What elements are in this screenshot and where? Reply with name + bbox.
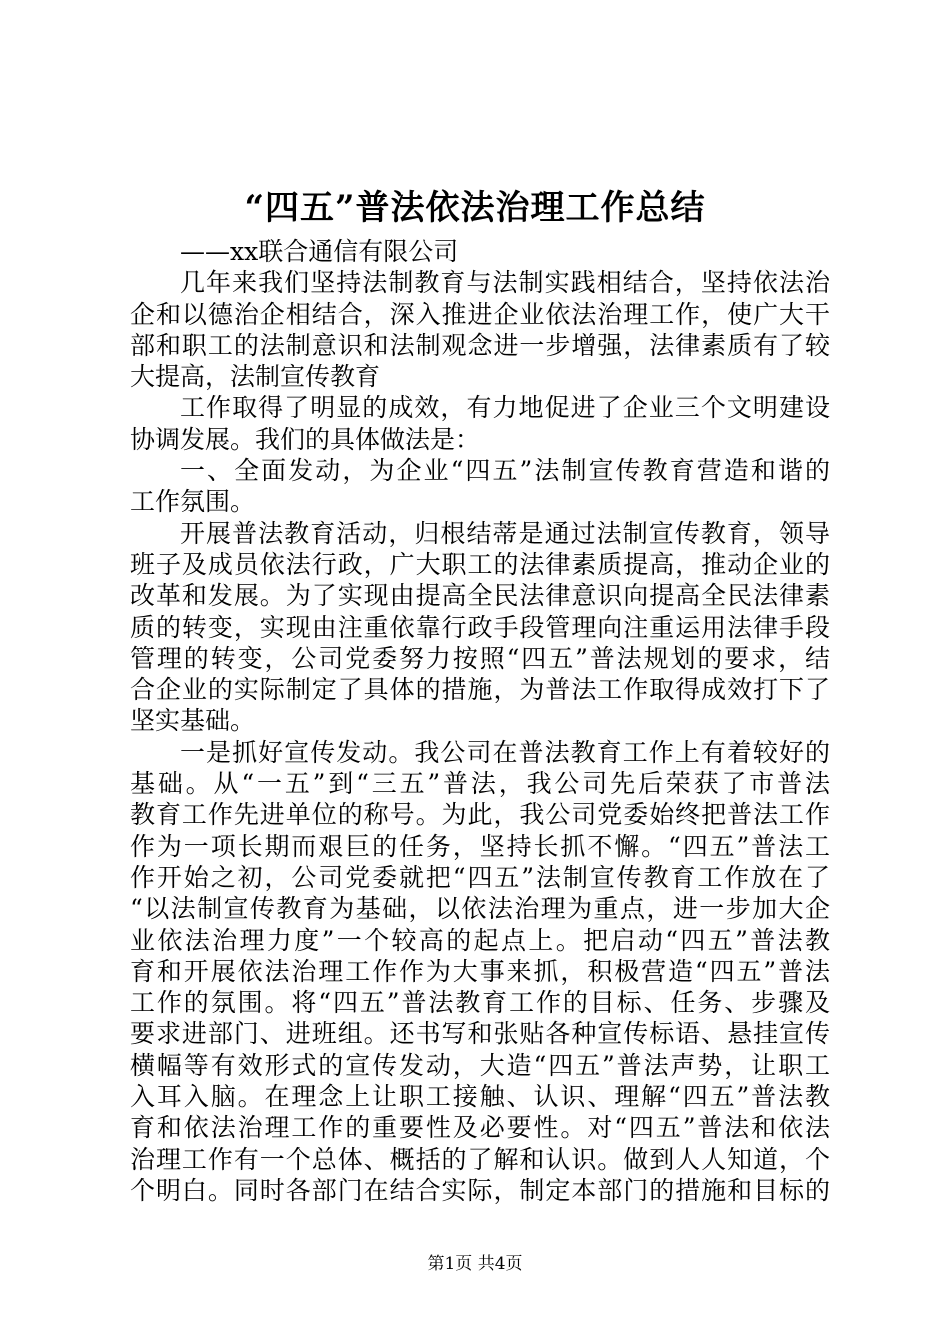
text-line: 大提高，法制宣传教育 [130, 362, 381, 392]
document-subtitle: ——xx联合通信有限公司 [180, 237, 459, 266]
text-line: 班子及成员依法行政，广大职工的法律素质提高，推动企业的 [130, 549, 830, 579]
text-line: 横幅等有效形式的宣传发动，大造“四五”普法声势，让职工 [130, 1050, 830, 1080]
text-line: 工作的氛围。将“四五”普法教育工作的目标、任务、步骤及 [130, 988, 830, 1018]
text-line: 业依法治理力度”一个较高的起点上。把启动“四五”普法教 [130, 925, 830, 955]
text-line: 作为一项长期而艰巨的任务，坚持长抓不懈。“四五”普法工 [130, 831, 830, 861]
text-line: 工作氛围。 [130, 487, 256, 517]
paragraph-lines [130, 267, 830, 1206]
text-line: 个明白。同时各部门在结合实际，制定本部门的措施和目标的 [130, 1175, 830, 1205]
text-line: 入耳入脑。在理念上让职工接触、认识、理解“四五”普法教 [130, 1082, 830, 1112]
text-line: 质的转变，实现由注重依靠行政手段管理向注重运用法律手段 [130, 612, 830, 642]
text-line: 几年来我们坚持法制教育与法制实践相结合，坚持依法治 [180, 268, 830, 298]
text-line: 基础。从“一五”到“三五”普法，我公司先后荣获了市普法 [130, 769, 830, 799]
text-line: 教育工作先进单位的称号。为此，我公司党委始终把普法工作 [130, 800, 830, 830]
document-title: “四五”普法依法治理工作总结 [244, 188, 706, 228]
text-line: 开展普法教育活动，归根结蒂是通过法制宣传教育，领导 [180, 518, 830, 548]
text-line: 协调发展。我们的具体做法是： [130, 424, 481, 454]
text-line: 作开始之初，公司党委就把“四五”法制宣传教育工作放在了 [130, 862, 830, 892]
text-line: 改革和发展。为了实现由提高全民法律意识向提高全民法律素 [130, 581, 830, 611]
page-number-footer: 第1页 共4页 [427, 1254, 523, 1274]
text-line: 育和依法治理工作的重要性及必要性。对“四五”普法和依法 [130, 1113, 830, 1143]
text-line: 育和开展依法治理工作作为大事来抓，积极营造“四五”普法 [130, 956, 830, 986]
text-line: 合企业的实际制定了具体的措施，为普法工作取得成效打下了 [130, 675, 830, 705]
text-line: 管理的转变，公司党委努力按照“四五”普法规划的要求，结 [130, 643, 830, 673]
text-line: 治理工作有一个总体、概括的了解和认识。做到人人知道，个 [130, 1144, 830, 1174]
text-line: 一是抓好宣传发动。我公司在普法教育工作上有着较好的 [180, 737, 830, 767]
text-line: 要求进部门、进班组。还书写和张贴各种宣传标语、悬挂宣传 [130, 1019, 830, 1049]
text-line: 企和以德治企相结合，深入推进企业依法治理工作，使广大干 [130, 299, 830, 329]
text-line: “以法制宣传教育为基础，以依法治理为重点，进一步加大企 [130, 894, 830, 924]
text-line: 部和职工的法制意识和法制观念进一步增强，法律素质有了较 [130, 330, 830, 360]
text-line: 坚实基础。 [130, 706, 256, 736]
text-line: 工作取得了明显的成效，有力地促进了企业三个文明建设 [180, 393, 830, 423]
document-body [130, 236, 830, 1206]
text-line: 一、全面发动，为企业“四五”法制宣传教育营造和谐的 [180, 456, 830, 486]
